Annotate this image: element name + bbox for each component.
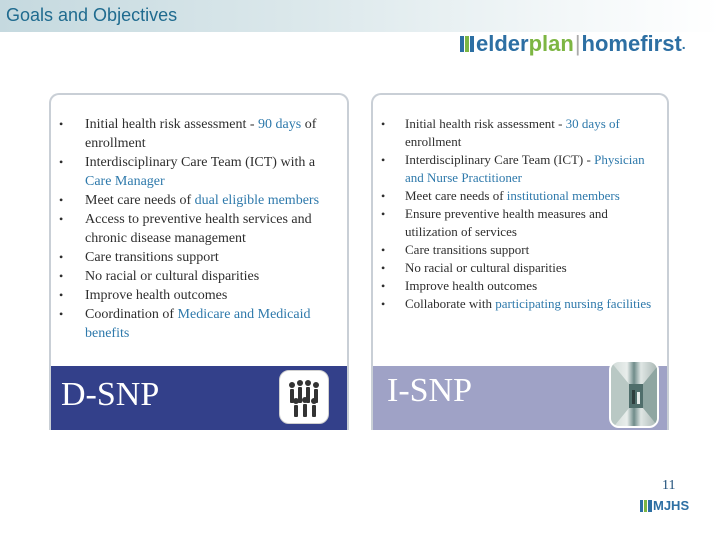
list-item: • Ensure preventive health measures and utilization of services — [373, 205, 667, 241]
mjhs-logo-text: MJHS — [653, 498, 690, 513]
logo-dot: . — [681, 36, 686, 52]
list-item: • Care transitions support — [51, 248, 347, 267]
list-item: • No racial or cultural disparities — [373, 259, 667, 277]
list-item: • Meet care needs of institutional members — [373, 187, 667, 205]
list-item: • Collaborate with participating nursing facilities — [373, 295, 667, 313]
page-title: Goals and Objectives — [6, 5, 178, 25]
hospital-hallway-icon — [609, 360, 659, 428]
list-item: • Improve health outcomes — [373, 277, 667, 295]
isnp-banner — [373, 366, 667, 430]
elderplan-homefirst-logo — [460, 30, 686, 58]
logo-text-homefirst: homefirst — [581, 31, 682, 56]
title-bar — [0, 0, 720, 32]
dsnp-goals-list — [51, 115, 347, 343]
isnp-panel — [371, 93, 669, 430]
dsnp-banner — [51, 366, 347, 430]
list-item: • Initial health risk assessment - 90 days of enrollment — [51, 115, 347, 153]
list-item: • No racial or cultural disparities — [51, 267, 347, 286]
logo-text-elder: elder — [476, 31, 529, 56]
isnp-goals-list — [373, 115, 667, 313]
list-item: • Access to preventive health services and chronic disease management — [51, 210, 347, 248]
list-item: • Interdisciplinary Care Team (ICT) with a Care Manager — [51, 153, 347, 191]
list-item: • Care transitions support — [373, 241, 667, 259]
people-group-icon — [279, 370, 329, 424]
logo-text-plan: plan — [528, 31, 574, 56]
mjhs-logo-mark-icon — [640, 500, 652, 512]
list-item: • Meet care needs of dual eligible members — [51, 191, 347, 210]
page-number: 11 — [662, 478, 676, 493]
list-item: • Coordination of Medicare and Medicaid benefits — [51, 305, 347, 343]
list-item: • Interdisciplinary Care Team (ICT) - Physician and Nurse Practitioner — [373, 151, 667, 187]
list-item: • Improve health outcomes — [51, 286, 347, 305]
dsnp-label: D-SNP — [61, 376, 160, 413]
isnp-label: I-SNP — [387, 372, 473, 409]
elderplan-logo-mark-icon — [460, 36, 474, 52]
dsnp-panel — [49, 93, 349, 430]
list-item: • Initial health risk assessment - 30 days of enrollment — [373, 115, 667, 151]
logo-separator: | — [574, 31, 581, 56]
mjhs-logo — [640, 498, 689, 513]
